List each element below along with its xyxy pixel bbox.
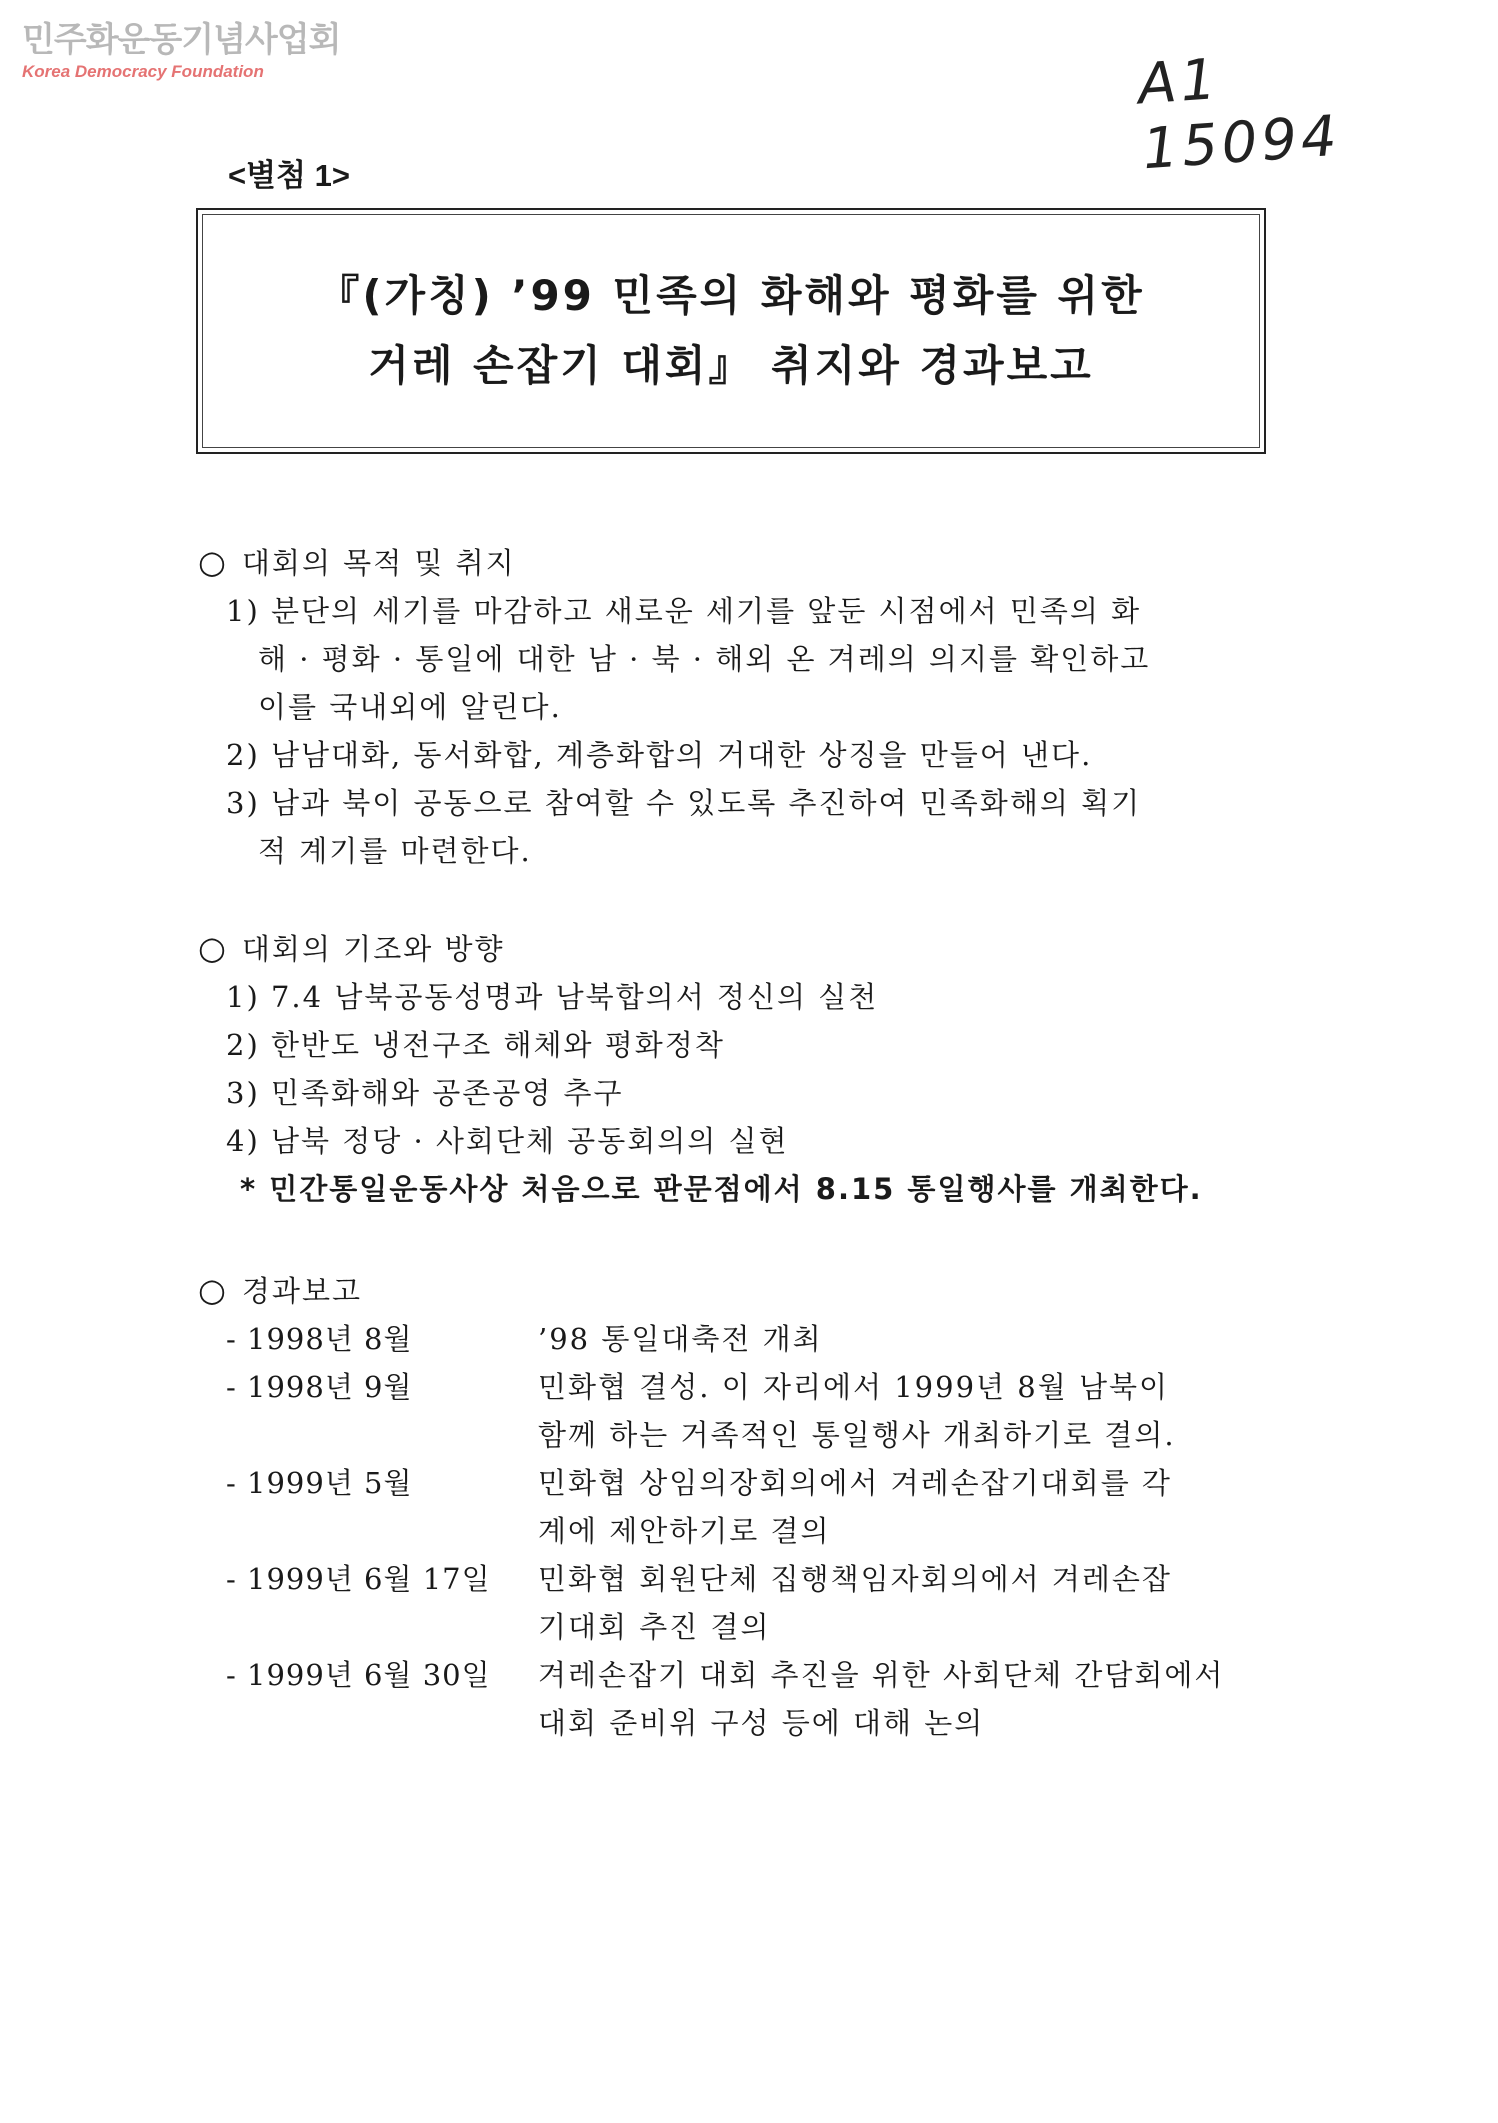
circle-bullet-icon: ○ xyxy=(198,929,228,967)
list-item-continuation: 이를 국내외에 알린다. xyxy=(258,690,562,724)
list-item: 1) 7.4 남북공동성명과 남북합의서 정신의 실천 xyxy=(226,980,879,1014)
timeline-date: - 1998년 8월 xyxy=(226,1322,413,1356)
timeline-row-continuation xyxy=(198,1603,1224,1651)
handwritten-archive-number xyxy=(1136,28,1498,183)
timeline-row-continuation xyxy=(198,1699,1224,1747)
timeline-desc: 겨레손잡기 대회 추진을 위한 사회단체 간담회에서 xyxy=(538,1658,1225,1692)
timeline-desc: 민화협 회원단체 집행책임자회의에서 겨레손잡 xyxy=(538,1562,1172,1596)
archive-number: 15094 xyxy=(1140,103,1343,183)
section-purpose xyxy=(198,538,1150,875)
timeline-desc: 기대회 추진 결의 xyxy=(538,1610,771,1644)
timeline-date: - 1999년 6월 17일 xyxy=(226,1562,491,1596)
timeline-date: - 1998년 9월 xyxy=(226,1370,413,1404)
timeline-row xyxy=(198,1363,1224,1411)
timeline-desc: ’98 통일대축전 개최 xyxy=(538,1322,823,1356)
attachment-label: <별첨 1> xyxy=(228,158,350,193)
list-item: 3) 민족화해와 공존공영 추구 xyxy=(226,1076,624,1110)
timeline-date: - 1999년 6월 30일 xyxy=(226,1658,491,1692)
list-item: 4) 남북 정당 · 사회단체 공동회의의 실현 xyxy=(226,1124,789,1158)
circle-bullet-icon: ○ xyxy=(198,1271,228,1309)
timeline-date: - 1999년 5월 xyxy=(226,1466,413,1500)
timeline-row xyxy=(198,1651,1224,1699)
timeline-desc: 계에 제안하기로 결의 xyxy=(538,1514,831,1548)
archive-code: A1 xyxy=(1135,46,1223,118)
timeline-desc: 민화협 상임의장회의에서 겨레손잡기대회를 각 xyxy=(538,1466,1172,1500)
watermark-english: Korea Democracy Foundation xyxy=(22,62,264,81)
section-heading: ○ 대회의 기조와 방향 xyxy=(198,929,505,967)
timeline-desc: 함께 하는 거족적인 통일행사 개최하기로 결의. xyxy=(538,1418,1176,1452)
title-line-2: 거레 손잡기 대회』 취지와 경과보고 xyxy=(368,341,1094,390)
timeline-row xyxy=(198,1459,1224,1507)
list-item: 2) 한반도 냉전구조 해체와 평화정착 xyxy=(226,1028,725,1062)
timeline-row xyxy=(198,1315,1224,1363)
list-item: 2) 남남대화, 동서화합, 계층화합의 거대한 상징을 만들어 낸다. xyxy=(226,738,1093,772)
section-heading: ○ 대회의 목적 및 취지 xyxy=(198,543,516,581)
foundation-watermark xyxy=(22,20,340,82)
emphasis-note: * 민간통일운동사상 처음으로 판문점에서 8.15 통일행사를 개최한다. xyxy=(240,1172,1203,1206)
circle-bullet-icon: ○ xyxy=(198,543,228,581)
list-item: 3) 남과 북이 공동으로 참여할 수 있도록 추진하여 민족화해의 획기 xyxy=(226,786,1142,820)
list-item-continuation: 적 계기를 마련한다. xyxy=(258,834,532,868)
timeline-row-continuation xyxy=(198,1507,1224,1555)
list-item-continuation: 해 · 평화 · 통일에 대한 남 · 북 · 해외 온 겨레의 의지를 확인하고 xyxy=(258,642,1151,676)
timeline-row-continuation xyxy=(198,1411,1224,1459)
title-box xyxy=(196,208,1266,454)
title-line-1: 『(가칭) ’99 민족의 화해와 평화를 위한 xyxy=(317,271,1145,320)
section-progress xyxy=(198,1266,1224,1747)
watermark-korean: 민주화운동기념사업회 xyxy=(22,20,341,60)
timeline-desc: 대회 준비위 구성 등에 대해 논의 xyxy=(538,1706,985,1740)
list-item: 1) 분단의 세기를 마감하고 새로운 세기를 앞둔 시점에서 민족의 화 xyxy=(226,594,1142,628)
timeline-row xyxy=(198,1555,1224,1603)
section-heading: ○ 경과보고 xyxy=(198,1271,362,1309)
timeline-desc: 민화협 결성. 이 자리에서 1999년 8월 남북이 xyxy=(538,1370,1169,1404)
section-direction xyxy=(198,924,1203,1213)
